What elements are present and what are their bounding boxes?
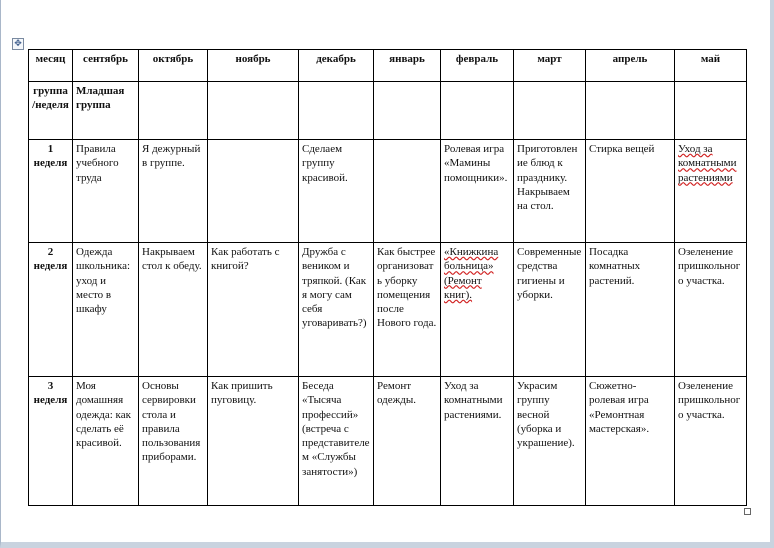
table-cell[interactable]: Сюжетно-ролевая игра «Ремонтная мастерская». (586, 377, 675, 506)
table-cell[interactable]: Ремонт одежды. (374, 377, 441, 506)
table-cell[interactable] (514, 82, 586, 140)
month-header[interactable]: сентябрь (73, 50, 139, 82)
table-row-week-2 (29, 243, 747, 377)
table-cell[interactable] (586, 82, 675, 140)
month-header[interactable]: апрель (586, 50, 675, 82)
month-header[interactable]: май (675, 50, 747, 82)
table-cell[interactable] (374, 82, 441, 140)
table-cell[interactable]: Стирка вещей (586, 140, 675, 243)
header-row (29, 50, 747, 82)
corner-label[interactable]: месяц (29, 50, 73, 82)
table-cell[interactable]: Моя домашняя одежда: как сделать её красивой. (73, 377, 139, 506)
table-cell[interactable]: «Книжкина больница» (Ремонт книг). (441, 243, 514, 377)
month-header[interactable]: март (514, 50, 586, 82)
table-cell[interactable]: Сделаем группу красивой. (299, 140, 374, 243)
table-cell[interactable]: Одежда школьника: уход и место в шкафу (73, 243, 139, 377)
table-cell[interactable]: Ролевая игра «Мамины помощники». (441, 140, 514, 243)
month-header[interactable]: ноябрь (208, 50, 299, 82)
week-label[interactable]: 3 неделя (29, 377, 73, 506)
month-header[interactable]: декабрь (299, 50, 374, 82)
table-cell[interactable]: Дружба с веником и тряпкой. (Как я могу сам себя уговаривать?) (299, 243, 374, 377)
table-cell[interactable]: Как быстрее организовать уборку помещения после Нового года. (374, 243, 441, 377)
group-row (29, 82, 747, 140)
table-move-handle-icon[interactable]: ✥ (12, 38, 24, 50)
table-cell[interactable] (441, 82, 514, 140)
table-cell[interactable]: Озеленение пришкольного участка. (675, 243, 747, 377)
table-cell[interactable]: Накрываем стол к обеду. (139, 243, 208, 377)
table-cell[interactable]: Приготовление блюд к празднику. Накрываем на стол. (514, 140, 586, 243)
month-header[interactable]: январь (374, 50, 441, 82)
work-plan-table (28, 49, 747, 506)
table-cell[interactable]: Основы сервировки стола и правила пользования приборами. (139, 377, 208, 506)
group-name[interactable]: Младшая группа (73, 82, 139, 140)
table-cell[interactable]: Уход за комнатными растениями (675, 140, 747, 243)
week-label[interactable]: 1 неделя (29, 140, 73, 243)
table-cell[interactable] (675, 82, 747, 140)
table-cell[interactable]: Я дежурный в группе. (139, 140, 208, 243)
table-cell[interactable]: Уход за комнатными растениями. (441, 377, 514, 506)
month-header[interactable]: февраль (441, 50, 514, 82)
table-cell[interactable] (374, 140, 441, 243)
table-cell[interactable]: Посадка комнатных растений. (586, 243, 675, 377)
month-header[interactable]: октябрь (139, 50, 208, 82)
table-cell[interactable] (208, 82, 299, 140)
table-cell[interactable]: Как работать с книгой? (208, 243, 299, 377)
week-label[interactable]: 2 неделя (29, 243, 73, 377)
table-cell[interactable]: Современные средства гигиены и уборки. (514, 243, 586, 377)
table-cell[interactable]: Озеленение пришкольного участка. (675, 377, 747, 506)
table-cell[interactable] (208, 140, 299, 243)
table-cell[interactable]: Беседа «Тысяча профессий» (встреча с представителем «Службы занятости») (299, 377, 374, 506)
row-header-label[interactable]: группа/неделя (29, 82, 73, 140)
table-cell[interactable]: Правила учебного труда (73, 140, 139, 243)
table-row-week-3 (29, 377, 747, 506)
table-cell[interactable] (299, 82, 374, 140)
table-cell[interactable] (139, 82, 208, 140)
table-cell[interactable]: Украсим группу весной (уборка и украшение). (514, 377, 586, 506)
table-cell[interactable]: Как пришить пуговицу. (208, 377, 299, 506)
table-row-week-1 (29, 140, 747, 243)
table-resize-handle[interactable] (744, 508, 751, 515)
